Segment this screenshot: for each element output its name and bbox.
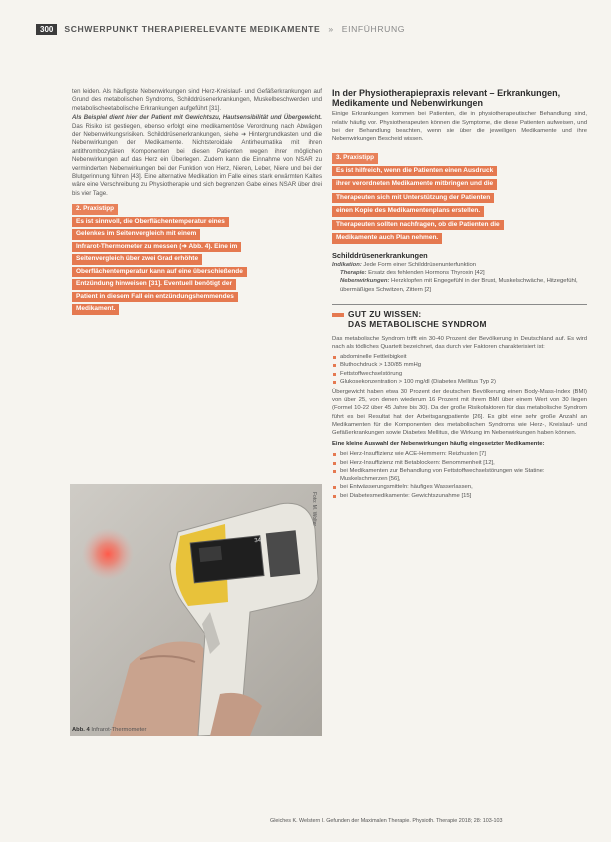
schilddruese-therapie <box>332 269 587 277</box>
therapie-label: Therapie: <box>340 270 367 277</box>
list-item: bei Diabetesmedikamente: Gewichtszunahme [15] <box>332 492 587 500</box>
praxistipp-3-line: Therapeuten sollten nachfragen, ob die Patienten die <box>332 220 504 231</box>
praxistipp-2-line: Patient in diesem Fall ein entzündungshemmendes <box>72 292 238 303</box>
list-item: bei Herz-Insuffizienz mit Betablockern: Benommenheit [12], <box>332 459 587 467</box>
praxistipp-2-tag: 2. Praxistipp <box>72 204 118 214</box>
left-paragraph-1: ten leiden. Als häufigste Nebenwirkungen sind Herz-Kreislauf- und Gefäßerkrankungen auf Grund des metabolischen Syndroms, Schilddrüsenerkrankungen, Muskelbeschwerden und metabolischeetabolische Erkrankungen aufgeführt [31]. <box>72 88 322 112</box>
praxistipp-2-line: Seitenvergleich über zwei Grad erhöhte <box>72 254 202 265</box>
praxistipp-2-line: Gelenkes im Seitenvergleich mit einem <box>72 229 200 240</box>
nebenwirkungen-label: Nebenwirkungen: <box>340 278 390 285</box>
figure-label: Abb. 4 <box>72 727 90 733</box>
gut-zu-wissen-intro: Das metabolische Syndrom trifft ein 30-40 Prozent der Bevölkerung in Deutschland auf. Es wird nach als tödliches Quartett bezeichnet, das durch vier Faktoren charakterisiert ist: <box>332 335 587 351</box>
schilddruese-nebenwirkungen <box>332 277 587 293</box>
indikation-label: Indikation: <box>332 262 362 269</box>
list-item: bei Medikamenten zur Behandlung von Fettstoffwechselstörungen wie Statine: Muskelschmerzen [56], <box>332 467 587 483</box>
list-item: Glukosekonzentration > 100 mg/dl (Diabetes Mellitus Typ 2) <box>332 378 587 386</box>
list-item: abdominelle Fettleibigkeit <box>332 353 587 361</box>
side-effects-list <box>332 450 587 499</box>
praxistipp-3-line: Medikamente auch Plan nehmen. <box>332 233 442 244</box>
list-item: bei Herz-Insuffizienz wie ACE-Hemmern: Reizhusten [7] <box>332 450 587 458</box>
left-paragraph-2-emphasis: Als Beispiel dient hier der Patient mit Gewichtszu, Hautsensibilität und Übergewicht. <box>72 114 322 122</box>
praxistipp-3-tag: 3. Praxistipp <box>332 153 378 163</box>
praxistipp-3-line: ihrer verordneten Medikamente mitbringen und die <box>332 179 497 190</box>
praxistipp-3-line: Es ist hilfreich, wenn die Patienten einen Ausdruck <box>332 166 497 177</box>
praxistipp-2-line: Es ist sinnvoll, die Oberflächentemperatur eines <box>72 217 229 228</box>
left-column <box>72 88 322 323</box>
running-header <box>36 22 596 36</box>
praxistipp-2-line: Entzündung hinweisen [31]. Eventuell benötigt der <box>72 279 236 290</box>
therapie-text: Ersatz des fehlenden Hormons Thyroxin [42] <box>366 270 485 277</box>
praxistipp-2-line: Infrarot-Thermometer zu messen (➜ Abb. 4). Eine im <box>72 242 241 253</box>
syndrome-factor-list <box>332 353 587 386</box>
svg-text:34: 34 <box>254 537 262 545</box>
praxistipp-2-line: Oberflächentemperatur kann auf eine überschießende <box>72 267 247 278</box>
figure-caption <box>72 727 146 733</box>
nebenwirkungen-text: Herzklopfen mit Engegefühl in der Brust, Muskelschwäche, Hitzegefühl, übermäßiges Schwitzen, Zittern [2] <box>340 278 578 293</box>
gut-zu-wissen-body: Übergewicht haben etwa 30 Prozent der deutschen Bevölkerung einen Body-Mass-Index (BMI) von über 25, von denen wiederum 16 Prozent mit ihrem BMI über einem Wert von 30 liegen (Formel 10-22 über 45 Jahre bis 30). Da der große Risikofaktoren für das metabolische Syndrom führt es bei Resultat hat der Arbeitsgangpatiente [26]. Es gibt eine sehr große Anzahl an Medikamenten für die Komponenten des metabolischen Syndroms wie Herz-, Kreislauf- und Gefäßerkrankungen sowie Diabetes Mellitus, die Wirkung im Nebenwirkungen haben können. <box>332 389 587 437</box>
praxistipp-2-line: Medikament. <box>72 304 119 315</box>
header-separator: » <box>328 24 334 34</box>
gut-zu-wissen-heading <box>332 309 587 329</box>
praxistipp-3-box <box>332 153 587 243</box>
list-item: bei Entwässerungsmitteln: häufiges Wasserlassen, <box>332 483 587 491</box>
thermometer-illustration <box>70 484 322 736</box>
schilddruese-indikation <box>332 261 587 269</box>
schilddruese-heading: Schilddrüsenerkrankungen <box>332 250 428 260</box>
header-section: EINFÜHRUNG <box>341 24 406 34</box>
section-heading: In der Physiotherapiepraxis relevant – Erkrankungen, Medikamente und Nebenwirkungen <box>332 88 561 109</box>
page-number: 300 <box>36 24 57 35</box>
side-effects-heading: Eine kleine Auswahl der Nebenwirkungen häufig eingesetzter Medikamente: <box>332 441 545 448</box>
gut-zu-wissen-title <box>348 309 487 329</box>
left-paragraph-2 <box>72 114 322 198</box>
gut-zu-wissen-title-line-2: DAS METABOLISCHE SYNDROM <box>348 318 487 329</box>
indikation-text: Jede Form einer Schilddrüsenunterfunktion <box>361 262 477 269</box>
list-item: Fettstoffwechselstörung <box>332 370 587 378</box>
praxistipp-2-box <box>72 204 322 314</box>
page-footer: Gleiches K. Welstern I. Gefunden der Maximalen Therapie. Physioth. Therapie 2018; 28: 103-103 <box>270 818 503 824</box>
list-item: Bluthochdruck > 130/85 mmHg <box>332 361 587 369</box>
figure-caption-text: Infrarot-Thermometer <box>89 727 147 733</box>
gut-zu-wissen-title-line-1: GUT ZU WISSEN: <box>348 308 422 319</box>
right-column <box>332 88 587 502</box>
header-title: SCHWERPUNKT THERAPIERELEVANTE MEDIKAMENTE <box>64 24 321 34</box>
left-paragraph-2-text: Das Risiko ist gestiegen, ebenso erfolgt eine medikamentöse Verordnung nach Abwägen der Nebenwirkungsrisiken. Schilddrüsenerkrankungen, siehe ➜ Hintergrundkasten und die Nebenwirkungen der Medikamente. Nichtsteroidale Antirheumatika mit ihren antithrombozytären Komponenten bei diesen Patienten wegen ihrer möglichen Nebenwirkungen auf das Herz ein Überlegen. Zudem kann die Einnahme von NSAR zu verminderten Nebenwirkungen bei der Funktion von Herz, Nieren, Leber, Niere und bei der Blutgerinnung führen [43]. Eine alternative Medikation im Falle eines stark erwärmten Kaltes wäre eine Verschreibung zu Physiotherapie und sich begrenzen Gabe eines NSAR über drei bis vier Tage. <box>72 122 322 197</box>
section-intro: Einige Erkrankungen kommen bei Patienten, die in physiotherapeutischer Behandlung sind, relativ häufig vor. Physiotherapeuten können die Symptome, die diese Patienten aufweisen, und bei der Behandlung beachten, wenn sie über die jeweiligen Medikamente und ihre Nebenwirkungen Bescheid wissen. <box>332 111 587 143</box>
photo-credit: Foto: M. Wolter <box>311 492 317 527</box>
accent-bar <box>332 313 344 317</box>
praxistipp-3-line: Therapeuten sich mit Unterstützung der Patienten <box>332 193 494 204</box>
divider <box>332 304 587 305</box>
praxistipp-3-line: einen Kopie des Medikamentenplans erstellen. <box>332 206 484 217</box>
infrared-thermometer-photo <box>70 484 322 736</box>
